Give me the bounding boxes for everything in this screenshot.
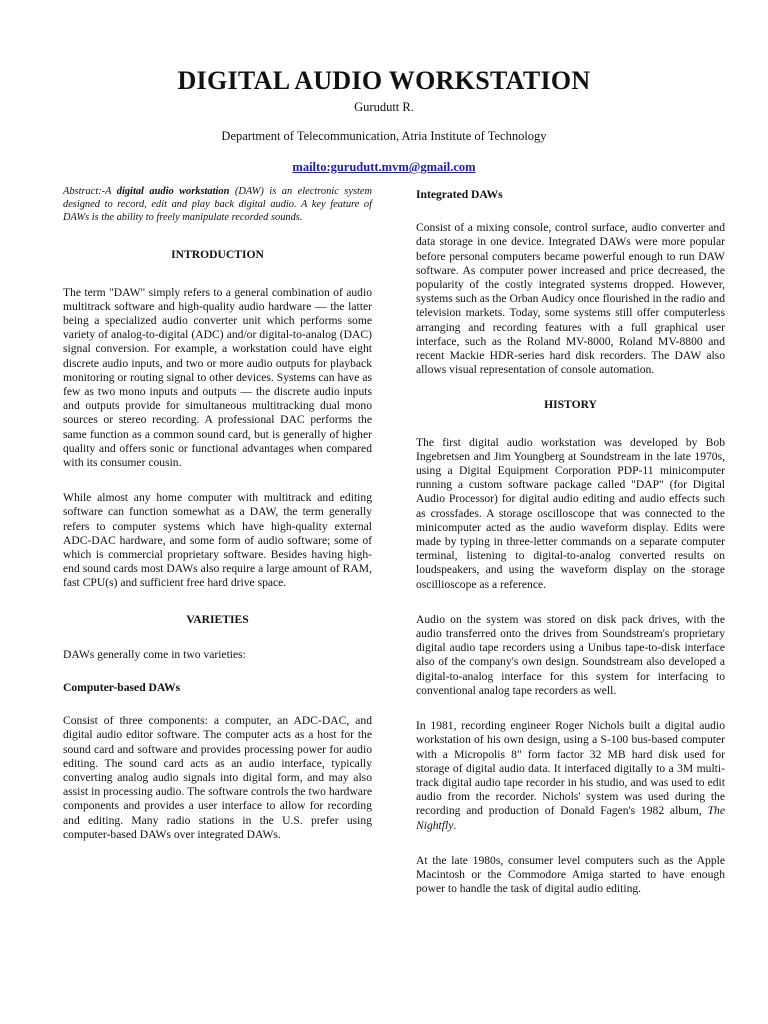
paper-title: DIGITAL AUDIO WORKSTATION	[177, 66, 591, 95]
abstract-term: digital audio workstation	[116, 186, 230, 197]
history-paragraph-1: The first digital audio workstation was developed by Bob Ingebretsen and Jim Youngberg at Soundstream in the late 1970s, using a Digital Equipment Corporation PDP-11 minicomputer running a custom software package called "DAP" (for Digital Audio Processor) for digital audio editing and audio effects such as crossfades. A storage oscilloscope that was connected to the minicomputer acted as the audio waveform display. Edits were made by typing in three-letter commands on a separate computer terminal, listening to digital-to-analog converted results on loudspeakers, and using the waveform display on the storage oscillioscope as a reference.	[416, 435, 725, 591]
heading-introduction: INTRODUCTION	[171, 248, 264, 262]
history-paragraph-4: At the late 1980s, consumer level computers such as the Apple Macintosh or the Commodore Amiga started to have enough power to handle the task of digital audio editing.	[416, 853, 725, 896]
heading-history: HISTORY	[544, 398, 597, 412]
abstract-text: (DAW) is an electronic system designed to record, edit and play back digital audio. A key feature of DAWs is the ability to freely manipulate recorded sounds.	[63, 186, 372, 223]
right-column	[416, 186, 725, 917]
author-name: Gurudutt R.	[354, 100, 414, 114]
history-paragraph-3	[416, 719, 725, 833]
abstract-lead: Abstract:-A	[63, 186, 117, 197]
history-paragraph-2: Audio on the system was stored on disk pack drives, with the audio transferred onto the drives from Soundstream's proprietary digital audio tape recorders using a Unibus tape-to-disk interface also of the company's own design. Soundstream also developed a digital-to-analog interface for this system for interfacing to conventional analog tape recorders as well.	[416, 612, 725, 697]
abstract	[63, 186, 372, 224]
history-paragraph-3-text: In 1981, recording engineer Roger Nichols built a digital audio workstation of his own design, using a S-100 bus-based computer with a Micropolis 8" form factor 32 MB hard disk used for storage of digital audio data. It interfaced digitally to a 3M multi-track digital audio tape recorder in his studio, and was used to edit audio from the recorder. Nichols' system was used during the recording and production of Donald Fagen's 1982 album,	[416, 719, 725, 818]
left-column	[63, 186, 372, 863]
computer-based-paragraph: Consist of three components: a computer, an ADC-DAC, and digital audio editor software. The computer acts as a host for the sound card and software and provides processing power for audio editing. The sound card acts as an audio interface, typically converting analog audio signals into digital form, and may also assist in processing audio. The software controls the two hardware components and provides a user interface to allow for recording and editing. Many radio stations in the U.S. prefer using computer-based DAWs over integrated DAWs.	[63, 714, 372, 841]
history-paragraph-3-end: .	[453, 818, 457, 832]
integrated-paragraph: Consist of a mixing console, control surface, audio converter and data storage in one device. Integrated DAWs were more popular before personal computers became powerful enough to run DAW software. As computer power increased and price decreased, the popularity of the costly integrated systems dropped. However, systems such as the Orban Audicy once flourished in the radio and television markets. Today, some systems still offer computerless arranging and recording features with a full graphical user interface, such as the Roland MV-8000, Roland MV-8800 and recent Mackie HDR-series hard disk recorders. The DAW also allows visual representation of console automation.	[416, 221, 725, 377]
varieties-paragraph: DAWs generally come in two varieties:	[63, 647, 246, 661]
author-email-link[interactable]: mailto:gurudutt.mvm@gmail.com	[292, 160, 476, 174]
heading-computer-based-daws: Computer-based DAWs	[63, 681, 181, 695]
department-affiliation: Department of Telecommunication, Atria Institute of Technology	[221, 129, 547, 143]
intro-paragraph-1: The term "DAW" simply refers to a general combination of audio multitrack software and high-quality audio hardware — the latter being a specialized audio converter unit which performs some variety of analog-to-digital (ADC) and/or digital-to-analog (DAC) signal conversion. For example, a workstation could have eight discrete audio inputs, and two or more audio outputs for playback monitoring or routing signal to other devices. Systems can have as few as two mono inputs and outputs — the discrete audio inputs and outputs provide for simultaneous multitracking dual mono sources or stereo recording. A professional DAC performs the same function as a common sound card, but is generally of higher quality and offers sonic or functional advantages when compared with its consumer cousin.	[63, 285, 372, 470]
intro-paragraph-2: While almost any home computer with multitrack and editing software can function somewhat as a DAW, the term generally refers to computer systems which have high-quality external ADC-DAC hardware, and some form of audio software; some of which is commercial proprietary software. Besides having high-end sound cards most DAWs also require a large amount of RAM, fast CPU(s) and sufficient free hard drive space.	[63, 491, 372, 590]
heading-varieties: VARIETIES	[186, 612, 249, 626]
heading-integrated-daws: Integrated DAWs	[416, 188, 503, 201]
album-title: The Nightfly	[416, 804, 725, 832]
